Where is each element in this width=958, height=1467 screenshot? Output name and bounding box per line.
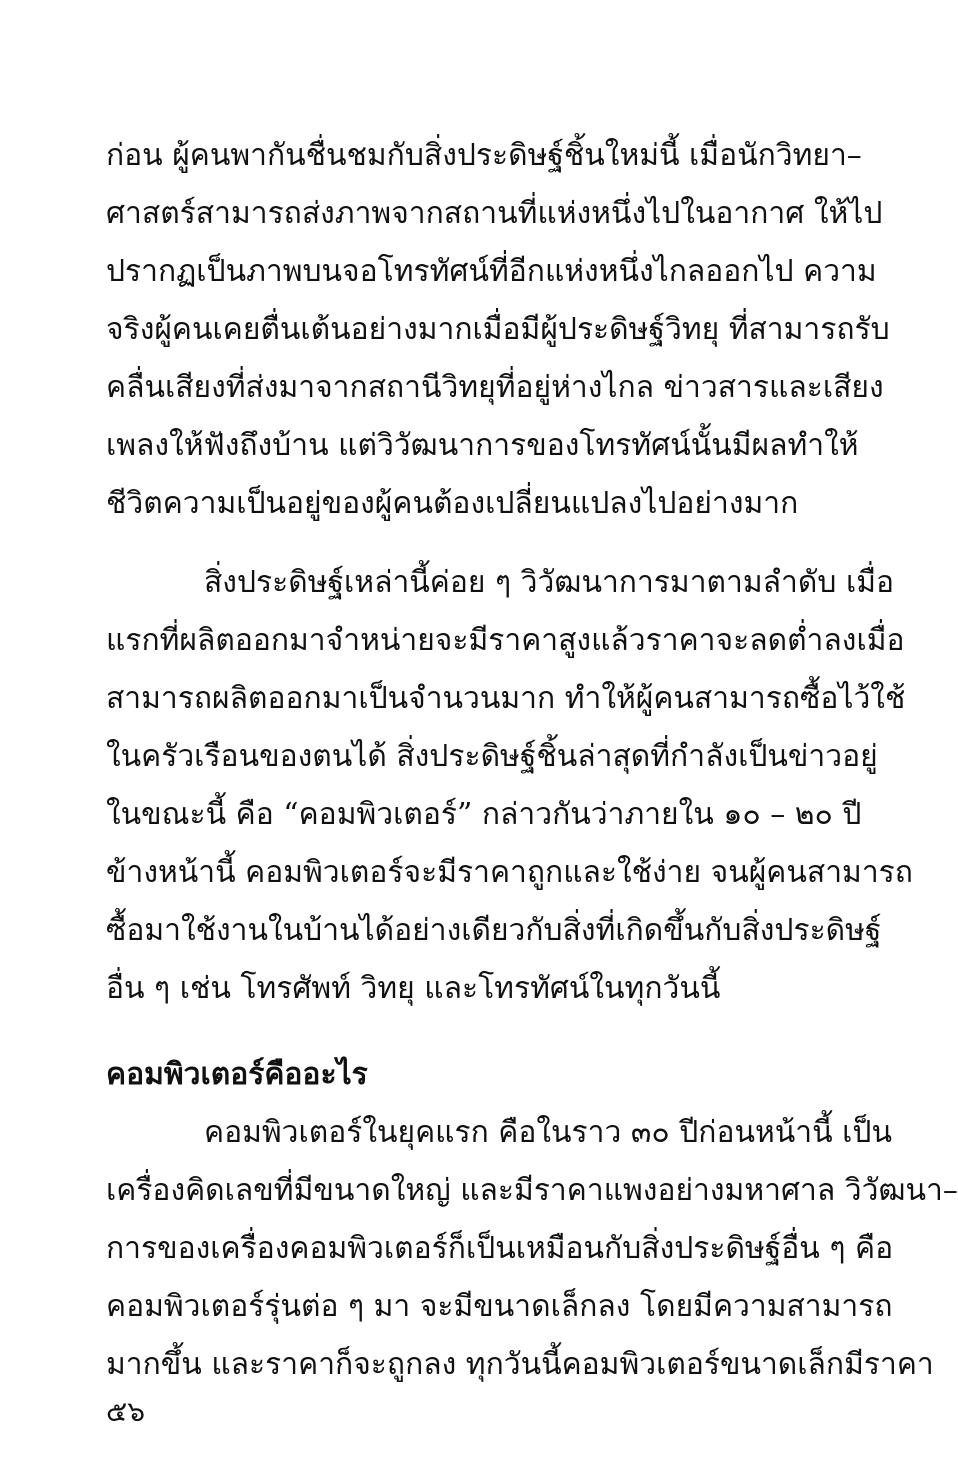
paragraph-1-line-6: เพลงให้ฟังถึงบ้าน แต่วิวัฒนาการของโทรทัศน์นั้นมีผลทำให้ xyxy=(106,428,859,463)
section-paragraph-line-4: คอมพิวเตอร์รุ่นต่อ ๆ มา จะมีขนาดเล็กลง โดยมีความสามารถ xyxy=(106,1289,893,1324)
paragraph-1-line-5: คลื่นเสียงที่ส่งมาจากสถานีวิทยุที่อยู่ห่างไกล ข่าวสารและเสียง xyxy=(106,370,884,405)
section-heading: คอมพิวเตอร์คืออะไร xyxy=(106,1057,368,1092)
paragraph-2-line-1: สิ่งประดิษฐ์เหล่านี้ค่อย ๆ วิวัฒนาการมาตามลำดับ เมื่อ xyxy=(204,565,894,600)
section-paragraph-line-1: คอมพิวเตอร์ในยุคแรก คือในราว ๓๐ ปีก่อนหน้านี้ เป็น xyxy=(204,1115,892,1150)
paragraph-2-line-5: ในขณะนี้ คือ “คอมพิวเตอร์” กล่าวกันว่าภายใน ๑๐ – ๒๐ ปี xyxy=(106,797,862,832)
paragraph-2-line-8: อื่น ๆ เช่น โทรศัพท์ วิทยุ และโทรทัศน์ในทุกวันนี้ xyxy=(106,971,721,1006)
paragraph-1-line-1: ก่อน ผู้คนพากันชื่นชมกับสิ่งประดิษฐ์ชิ้นใหม่นี้ เมื่อนักวิทยา– xyxy=(106,138,862,173)
paragraph-1-line-4: จริงผู้คนเคยตื่นเต้นอย่างมากเมื่อมีผู้ประดิษฐ์วิทยุ ที่สามารถรับ xyxy=(106,312,890,347)
paragraph-2-line-7: ซื้อมาใช้งานในบ้านได้อย่างเดียวกับสิ่งที่เกิดขึ้นกับสิ่งประดิษฐ์ xyxy=(106,913,882,948)
paragraph-2-line-6: ข้างหน้านี้ คอมพิวเตอร์จะมีราคาถูกและใช้ง่าย จนผู้คนสามารถ xyxy=(106,855,913,890)
paragraph-1-line-2: ศาสตร์สามารถส่งภาพจากสถานที่แห่งหนึ่งไปในอากาศ ให้ไป xyxy=(106,196,883,231)
section-paragraph-line-2: เครื่องคิดเลขที่มีขนาดใหญ่ และมีราคาแพงอย่างมหาศาล วิวัฒนา– xyxy=(106,1173,958,1208)
paragraph-2-line-4: ในครัวเรือนของตนได้ สิ่งประดิษฐ์ชิ้นล่าสุดที่กำลังเป็นข่าวอยู่ xyxy=(106,739,878,774)
section-paragraph-line-5: มากขึ้น และราคาก็จะถูกลง ทุกวันนี้คอมพิวเตอร์ขนาดเล็กมีราคา xyxy=(106,1347,934,1382)
paragraph-2-line-3: สามารถผลิตออกมาเป็นจำนวนมาก ทำให้ผู้คนสามารถซื้อไว้ใช้ xyxy=(106,681,906,716)
page-number: ๕๖ xyxy=(106,1395,145,1428)
paragraph-1-line-7: ชีวิตความเป็นอยู่ของผู้คนต้องเปลี่ยนแปลงไปอย่างมาก xyxy=(106,486,799,521)
paragraph-2-line-2: แรกที่ผลิตออกมาจำหน่ายจะมีราคาสูงแล้วราคาจะลดต่ำลงเมื่อ xyxy=(106,623,905,658)
section-paragraph-line-3: การของเครื่องคอมพิวเตอร์ก็เป็นเหมือนกับสิ่งประดิษฐ์อื่น ๆ คือ xyxy=(106,1231,894,1266)
paragraph-1-line-3: ปรากฏเป็นภาพบนจอโทรทัศน์ที่อีกแห่งหนึ่งไกลออกไป ความ xyxy=(106,254,877,289)
